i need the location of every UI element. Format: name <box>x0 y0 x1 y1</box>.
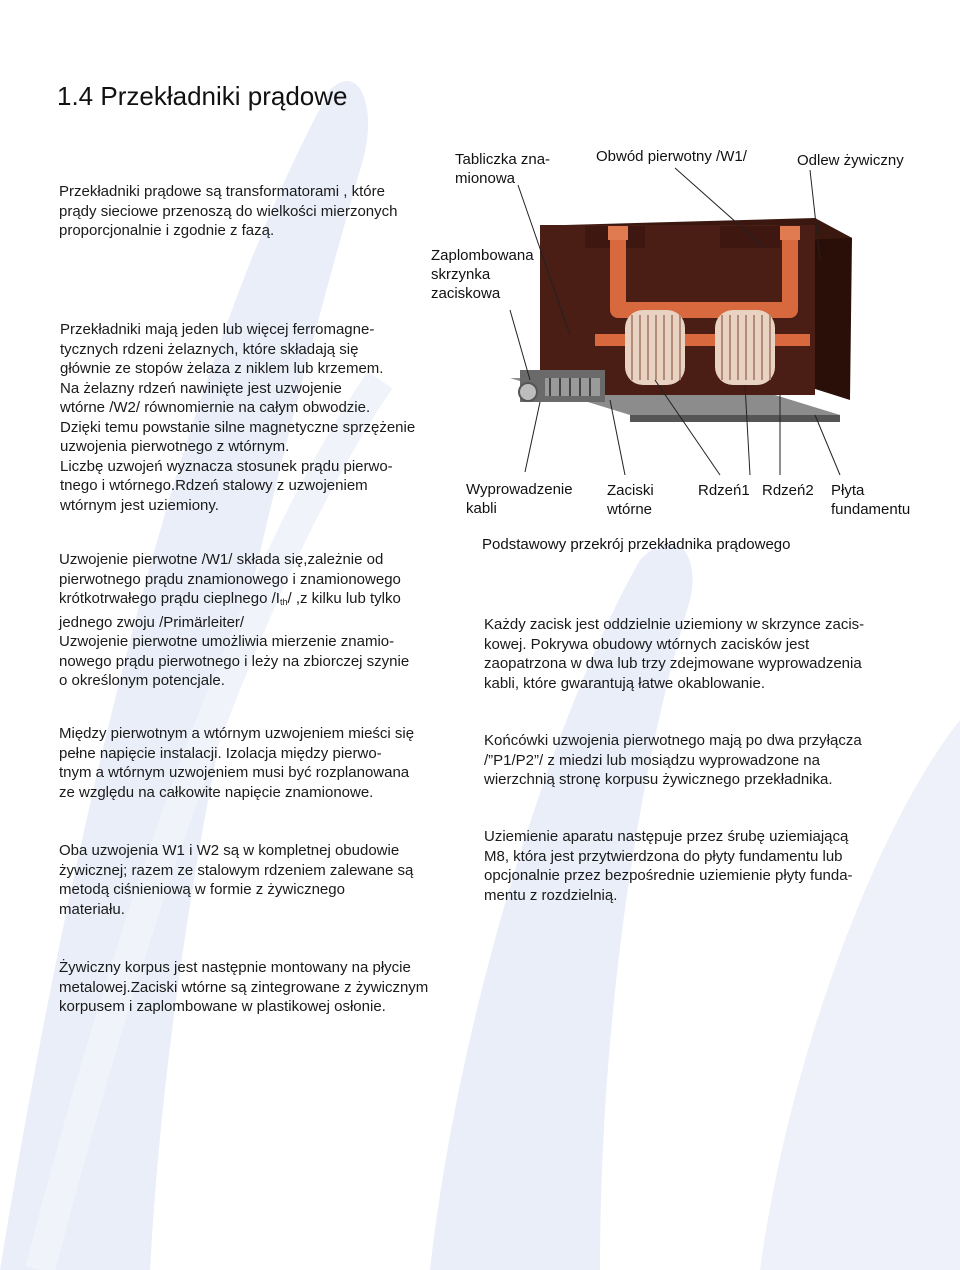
label-cable-outlet: Wyprowadzenie kabli <box>466 481 573 517</box>
label-core-1: Rdzeń1 <box>698 482 750 499</box>
label-terminal-box: Zaplombowana skrzynka zaciskowa <box>431 247 534 302</box>
insulation-paragraph: Między pierwotnym a wtórnym uzwojeniem mieści się pełne napięcie instalacji. Izolacja między pierwo- tnym a wtórnym uzwojeniem musi być rozplanowana ze względu na całkowite napięcie znamionowe. <box>59 725 415 801</box>
core-paragraph: Przekładniki mają jeden lub więcej ferromagne- tycznych rdzeni żelaznych, które składają się głównie ze stopów żelaza z niklem lub krzemem. Na żelazny rdzeń nawinięte jest uzwojenie wtórne /W2/ równomiernie na całym obwodzie. Dzięki temu powstanie silne magnetyczne sprzężenie uzwojenia pierwotnego z wtórnym. Liczbę uzwojeń wyznacza stosunek prądu pierwo- tnego i wtórnego.Rdzeń stalowy z uzwojeniem wtórnym jest uziemiony. <box>60 321 416 514</box>
page-title: 1.4 Przekładniki prądowe <box>57 81 348 111</box>
label-primary-circuit: Obwód pierwotny /W1/ <box>596 148 747 165</box>
resin-housing-paragraph: Oba uzwojenia W1 i W2 są w kompletnej obudowie żywicznej; razem ze stalowym rdzeniem zalewane są metodą ciśnieniową w formie z żywicznego materiału. <box>59 842 414 918</box>
label-secondary-terminals: Zaciski wtórne <box>607 482 654 518</box>
intro-paragraph: Przekładniki prądowe są transformatorami , które prądy sieciowe przenoszą do wielkości mierzonych proporcjonalnie i zgodnie z fazą. <box>59 183 398 239</box>
earthing-paragraph: Uziemienie aparatu następuje przez śrubę uziemiającą M8, która jest przytwierdzona do płyty fundamentu lub opcjonalnie przez bezpośrednie uziemienie płyty funda- mentu z rozdzielnią. <box>484 828 853 904</box>
cable-outlet <box>519 383 537 401</box>
primary-winding-text-b: / ,z kilku lub tylko jednego zwoju /Primärleiter/ Uzwojenie pierwotne umożliwia mierzenie znamio- nowego prądu pierwotnego i leży na zbiorczej szynie o określonym potencjale. <box>59 590 410 689</box>
mounting-paragraph: Żywiczny korpus jest następnie montowany na płycie metalowej.Zaciski wtórne są zintegrowane z żywicznym korpusem i zaplombowane w plastikowej osłonie. <box>59 959 429 1015</box>
label-resin-casting: Odlew żywiczny <box>797 152 904 169</box>
transformer-cross-section-diagram <box>420 130 960 530</box>
core-2-coil <box>715 310 775 385</box>
thermal-current-subscript: th <box>279 597 288 607</box>
primary-winding-text-a: Uzwojenie pierwotne /W1/ składa się,zależnie od pierwotnego prądu znamionowego i znamionowego krótkotrwałego prądu cieplnego /I <box>59 551 401 607</box>
label-nameplate: Tabliczka zna- mionowa <box>455 151 551 187</box>
primary-terminals-paragraph: Końcówki uzwojenia pierwotnego mają po dwa przyłącza /”P1/P2”/ z miedzi lub mosiądzu wyprowadzone na wierzchnią stronę korpusu żywicznego przekładnika. <box>484 732 862 788</box>
label-core-2: Rdzeń2 <box>762 482 814 499</box>
terminal-grounding-paragraph: Każdy zacisk jest oddzielnie uziemiony w skrzynce zacis- kowej. Pokrywa obudowy wtórnych zacisków jest zaopatrzona w dwa lub trzy zdejmowane wyprowadzenia kabli, które gwarantują łatwe okablowanie. <box>484 616 865 692</box>
diagram-caption: Podstawowy przekrój przekładnika prądowego <box>482 536 791 553</box>
primary-winding-paragraph <box>59 550 409 691</box>
core-1-coil <box>625 310 685 385</box>
label-base-plate: Płyta fundamentu <box>831 482 911 518</box>
